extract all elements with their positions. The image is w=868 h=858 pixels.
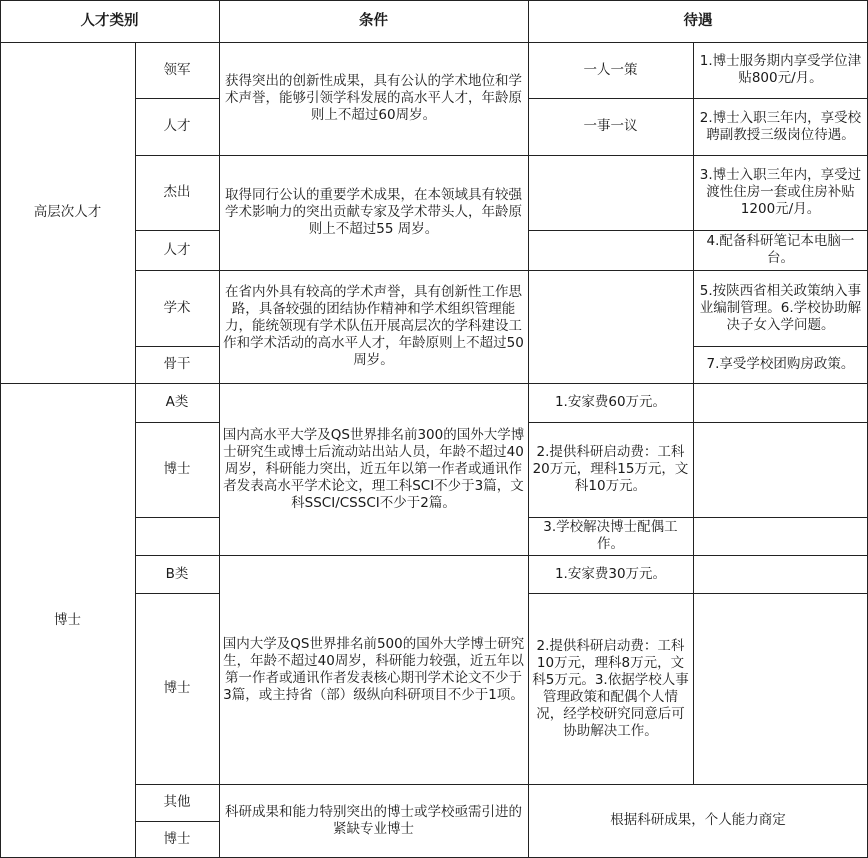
benefit-3: 3.博士入职三年内，享受过渡性住房一套或住房补贴1200元/月。 xyxy=(699,167,862,217)
condition-other: 科研成果和能力特别突出的博士或学校亟需引进的紧缺专业博士 xyxy=(225,803,522,837)
benefit-4: 4.配备科研笔记本电脑一台。 xyxy=(706,233,855,266)
a-benefit-2: 2.提供科研启动费：工科20万元，理科15万元，文科10万元。 xyxy=(532,444,689,494)
row-line xyxy=(528,230,693,231)
subcategory-academic-1: 学术 xyxy=(163,299,191,316)
header-category: 人才类别 xyxy=(80,12,139,29)
a-benefit-3: 3.学校解决博士配偶工作。 xyxy=(543,519,678,552)
subcategory-outstanding-2: 人才 xyxy=(163,241,191,258)
condition-academic-backbone: 在省内外具有较高的学术声誉，具有创新性工作思路，具备较强的团结协作精神和学术组织管理能力，能统领现有学术队伍开展高层次的学科建设工作和学术活动的高水平人才，年龄原则上不超过50周岁。 xyxy=(223,284,524,368)
subcategory-other-2: 博士 xyxy=(163,830,191,847)
subcategory-a-doctor: 博士 xyxy=(163,461,191,477)
policy-one-matter: 一事一议 xyxy=(583,118,638,134)
condition-leading-talent: 获得突出的创新性成果，具有公认的学术地位和学术声誉，能够引领学科发展的高水平人才，年龄原则上不超过60周岁。 xyxy=(225,73,522,123)
header-treatment: 待遇 xyxy=(683,12,713,29)
row-line xyxy=(528,155,693,156)
row-line xyxy=(135,517,219,518)
condition-b-type: 国内大学及QS世界排名前500的国外大学博士研究生，年龄不超过40周岁，科研能力较强，近五年以第一作者或通讯作者发表核心期刊学术论文不少于3篇，或主持省（部）级纵向科研项目不少于1项。 xyxy=(222,635,525,703)
benefit-2: 2.博士入职三年内，享受校聘副教授三级岗位待遇。 xyxy=(699,109,862,143)
b-benefit-2: 2.提供科研启动费：工科10万元，理科8万元，文科5万元。3.依据学校人事管理政策和配偶个人情况，经学校研究同意后可协助解决工作。 xyxy=(532,637,689,739)
b-benefit-1: 1.安家费30万元。 xyxy=(554,565,667,582)
benefit-7: 7.享受学校团购房政策。 xyxy=(706,356,855,372)
condition-a-type: 国内高水平大学及QS世界排名前300的国外大学博士研究生或博士后流动站出站人员，年龄不超过40周岁，科研能力突出，近五年以第一作者或通讯作者发表高水平学术论文，理工科SCI不少于3篇，文科SSCI/CSSCI不少于2篇。 xyxy=(222,426,525,511)
subcategory-outstanding-1: 杰出 xyxy=(163,184,191,200)
subcategory-other-1: 其他 xyxy=(163,794,191,810)
benefit-1: 1.博士服务期内享受学位津贴800元/月。 xyxy=(699,53,862,86)
condition-outstanding-talent: 取得同行公认的重要学术成果，在本领域具有较强学术影响力的突出贡献专家及学术带头人，年龄原则上不超过55 周岁。 xyxy=(225,187,522,237)
benefit-5: 5.按陕西省相关政策纳入事业编制管理。6.学校协助解决子女入学问题。 xyxy=(699,282,862,333)
subcategory-academic-2: 骨干 xyxy=(163,356,191,372)
category-doctor: 博士 xyxy=(54,611,81,628)
a-benefit-1: 1.安家费60万元。 xyxy=(554,394,667,410)
policy-one-person: 一人一策 xyxy=(583,61,638,78)
subcategory-b-type: B类 xyxy=(165,565,189,582)
subcategory-leading-1: 领军 xyxy=(163,61,191,78)
header-condition: 条件 xyxy=(359,12,388,29)
category-high-level: 高层次人才 xyxy=(33,204,102,220)
other-benefit: 根据科研成果，个人能力商定 xyxy=(610,812,786,828)
row-line xyxy=(528,270,693,271)
subcategory-b-doctor: 博士 xyxy=(163,680,191,696)
subcategory-a-type: A类 xyxy=(165,394,189,410)
col-divider-benefit-lower xyxy=(693,383,694,784)
subcategory-leading-2: 人才 xyxy=(163,118,191,134)
